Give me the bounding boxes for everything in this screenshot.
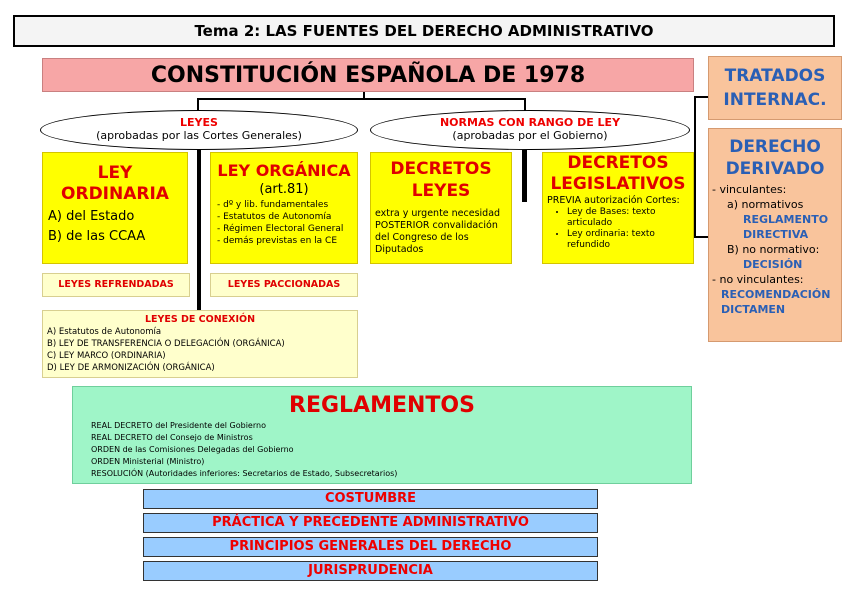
leyes-conexion-title: LEYES DE CONEXIÓN bbox=[144, 314, 256, 325]
ley-organica-item4: - demás previstas en la CE bbox=[217, 236, 338, 246]
normas-subtitle: (aprobadas por el Gobierno) bbox=[452, 129, 608, 142]
decretos-legislativos-intro: PREVIA autorización Cortes: bbox=[547, 195, 680, 206]
connector-right-horizontal bbox=[694, 96, 708, 98]
ley-ordinaria-line1: LEY bbox=[97, 163, 133, 183]
reglamentos-box bbox=[72, 386, 692, 484]
leyes-conexion-item1: A) Estatutos de Autonomía bbox=[47, 327, 162, 337]
leyes-conexion-item3: C) LEY MARCO (ORDINARIA) bbox=[47, 351, 166, 361]
practica-precedente-box: PRÁCTICA Y PRECEDENTE ADMINISTRATIVO bbox=[143, 513, 598, 533]
derecho-line2: DERIVADO bbox=[725, 159, 825, 179]
decretos-leyes-desc1: extra y urgente necesidad bbox=[375, 208, 501, 219]
decretos-leyes-desc2: POSTERIOR convalidación bbox=[375, 220, 498, 231]
leyes-subtitle: (aprobadas por las Cortes Generales) bbox=[96, 129, 302, 142]
leyes-ellipse bbox=[40, 110, 358, 150]
decretos-legislativos-bullet1: • Ley de Bases: texto articulado bbox=[567, 207, 693, 229]
leyes-conexion-item2: B) LEY DE TRANSFERENCIA O DELEGACIÓN (ORGÁNICA) bbox=[47, 339, 285, 349]
normas-title: NORMAS CON RANGO DE LEY bbox=[439, 116, 621, 129]
decretos-leyes-line1: DECRETOS bbox=[390, 159, 492, 179]
reglamentos-item4: ORDEN Ministerial (Ministro) bbox=[91, 457, 205, 466]
connector-right-vertical bbox=[694, 96, 696, 238]
ley-organica-item2: - Estatutos de Autonomía bbox=[217, 212, 332, 222]
leyes-refrendadas-box: LEYES REFRENDADAS bbox=[42, 273, 190, 297]
tratados-box bbox=[708, 56, 842, 120]
ley-organica-item1: - dº y lib. fundamentales bbox=[217, 200, 329, 210]
page-title: Tema 2: LAS FUENTES DEL DERECHO ADMINISTRATIVO bbox=[13, 15, 835, 47]
reglamentos-item2: REAL DECRETO del Consejo de Ministros bbox=[91, 433, 253, 442]
leyes-conexion-box bbox=[42, 310, 358, 378]
connector-derecho bbox=[694, 236, 708, 238]
decretos-leyes-line2: LEYES bbox=[411, 181, 471, 201]
derecho-line1: DERECHO bbox=[729, 137, 821, 157]
derecho-directiva: DIRECTIVA bbox=[743, 228, 809, 241]
ley-ordinaria-item2: B) de las CCAA bbox=[48, 229, 146, 244]
costumbre-box: COSTUMBRE bbox=[143, 489, 598, 509]
connector-normas-vertical bbox=[522, 150, 527, 202]
reglamentos-item1: REAL DECRETO del Presidente del Gobierno bbox=[91, 421, 266, 430]
ley-ordinaria-item1: A) del Estado bbox=[48, 209, 135, 224]
derecho-normativos: a) normativos bbox=[727, 198, 804, 211]
decretos-leyes-box bbox=[370, 152, 512, 264]
ley-organica-box bbox=[210, 152, 358, 264]
derecho-recomendacion: RECOMENDACIÓN bbox=[721, 288, 831, 301]
connector-horizontal bbox=[197, 98, 526, 100]
derecho-no-vinculantes: - no vinculantes: bbox=[712, 273, 804, 286]
ley-ordinaria-line2: ORDINARIA bbox=[61, 184, 169, 204]
decretos-legislativos-line1: DECRETOS bbox=[567, 153, 669, 173]
decretos-leyes-desc3: del Congreso de los bbox=[375, 232, 469, 243]
derecho-no-normativo: B) no normativo: bbox=[727, 243, 820, 256]
leyes-title: LEYES bbox=[180, 116, 218, 129]
derecho-decision: DECISIÓN bbox=[743, 258, 803, 271]
ley-organica-title: LEY ORGÁNICA bbox=[217, 161, 351, 180]
principios-generales-box: PRINCIPIOS GENERALES DEL DERECHO bbox=[143, 537, 598, 557]
reglamentos-item3: ORDEN de las Comisiones Delegadas del Gobierno bbox=[91, 445, 294, 454]
reglamentos-item5: RESOLUCIÓN (Autoridades inferiores: Secretarios de Estado, Subsecretarios) bbox=[91, 469, 398, 478]
constitucion-box: CONSTITUCIÓN ESPAÑOLA DE 1978 bbox=[42, 58, 694, 92]
normas-ellipse bbox=[370, 110, 690, 150]
connector-leyes-vertical bbox=[197, 150, 201, 310]
tratados-line2: INTERNAC. bbox=[723, 90, 827, 110]
decretos-legislativos-line2: LEGISLATIVOS bbox=[550, 174, 686, 194]
ley-organica-item3: - Régimen Electoral General bbox=[217, 224, 344, 234]
derecho-dictamen: DICTAMEN bbox=[721, 303, 786, 316]
jurisprudencia-box: JURISPRUDENCIA bbox=[143, 561, 598, 581]
decretos-leyes-desc4: Diputados bbox=[375, 244, 424, 255]
ley-ordinaria-box bbox=[42, 152, 188, 264]
tratados-line1: TRATADOS bbox=[724, 66, 826, 86]
derecho-vinculantes: - vinculantes: bbox=[712, 183, 787, 196]
leyes-conexion-item4: D) LEY DE ARMONIZACIÓN (ORGÁNICA) bbox=[47, 363, 215, 373]
leyes-paccionadas-box: LEYES PACCIONADAS bbox=[210, 273, 358, 297]
derecho-reglamento: REGLAMENTO bbox=[743, 213, 829, 226]
reglamentos-title: REGLAMENTOS bbox=[289, 393, 475, 418]
decretos-legislativos-list bbox=[549, 207, 693, 251]
decretos-legislativos-bullet2: • Ley ordinaria: texto refundido bbox=[567, 229, 693, 251]
ley-organica-art: (art.81) bbox=[259, 182, 309, 197]
decretos-legislativos-box bbox=[542, 152, 694, 264]
derecho-derivado-box bbox=[708, 128, 842, 342]
